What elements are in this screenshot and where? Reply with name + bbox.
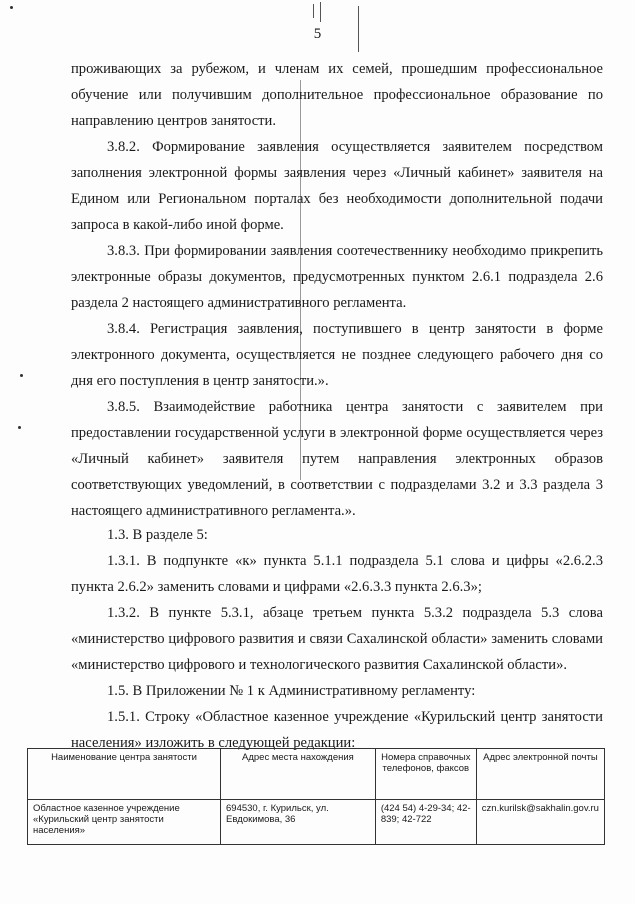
table-cell: (424 54) 4-29-34; 42-839; 42-722 — [375, 800, 476, 845]
paragraph: 1.5.1. Строку «Областное казенное учреждение «Курильский центр занятости населения» изложить в следующей редакции: — [71, 709, 603, 751]
paragraph: 3.8.5. Взаимодействие работника центра занятости с заявителем при предоставлении государственной услуги в электронной форме осуществляется через «Личный кабинет» заявителя путем направления электронных образов соответствующих уведомлений, в соответствии с подразделами 3.2 и 3.3 раздела 3 настоящего административного регламента.». — [71, 399, 603, 519]
table-header-cell: Наименование центра занятости — [28, 749, 221, 800]
paragraph: 1.3. В разделе 5: — [107, 527, 208, 543]
table-header-cell: Адрес места нахождения — [221, 749, 376, 800]
paragraph: проживающих за рубежом, и членам их семей, прошедшим профессиональное обучение или получившим дополнительное профессиональное образование по направлению центров занятости. — [71, 61, 603, 129]
page-number: 5 — [313, 26, 322, 42]
paragraph: 1.3.1. В подпункте «к» пункта 5.1.1 подраздела 5.1 слова и цифры «2.6.2.3 пункта 2.6.2» заменить словами и цифрами «2.6.3.3 пункта 2.6.3»; — [71, 553, 603, 595]
scan-artifact-line — [313, 4, 314, 18]
table-cell: czn.kurilsk@sakhalin.gov.ru — [476, 800, 604, 845]
table-header-row — [28, 749, 605, 800]
table-header-cell: Адрес электронной почты — [476, 749, 604, 800]
scan-artifact-line — [358, 6, 359, 52]
table-row — [28, 800, 605, 845]
employment-center-table — [27, 748, 605, 845]
scan-artifact-dot — [18, 426, 21, 429]
table-cell: 694530, г. Курильск, ул. Евдокимова, 36 — [221, 800, 376, 845]
table-cell: Областное казенное учреждение «Курильский центр занятости населения» — [28, 800, 221, 845]
paragraph: 3.8.2. Формирование заявления осуществляется заявителем посредством заполнения электронной формы заявления через «Личный кабинет» заявителя на Едином или Региональном порталах без необходимости дополнительной подачи запроса в какой-либо иной форме. — [71, 139, 603, 233]
scan-artifact-line — [320, 2, 321, 22]
paragraph: 1.3.2. В пункте 5.3.1, абзаце третьем пункта 5.3.2 подраздела 5.3 слова «министерство цифрового развития и связи Сахалинской области» заменить словами «министерство цифрового и технологического развития Сахалинской области». — [71, 605, 603, 673]
paragraph: 1.5. В Приложении № 1 к Административному регламенту: — [107, 683, 476, 699]
table-header-cell: Номера справочных телефонов, факсов — [375, 749, 476, 800]
paragraph: 3.8.4. Регистрация заявления, поступившего в центр занятости в форме электронного документа, осуществляется не позднее следующего рабочего дня со дня его поступления в центр занятости.». — [71, 321, 603, 389]
scan-artifact-dot — [10, 6, 13, 9]
scan-artifact-dot — [20, 374, 23, 377]
paragraph: 3.8.3. При формировании заявления соотечественнику необходимо прикрепить электронные образы документов, предусмотренных пунктом 2.6.1 подраздела 2.6 раздела 2 настоящего административного регламента. — [71, 243, 603, 311]
